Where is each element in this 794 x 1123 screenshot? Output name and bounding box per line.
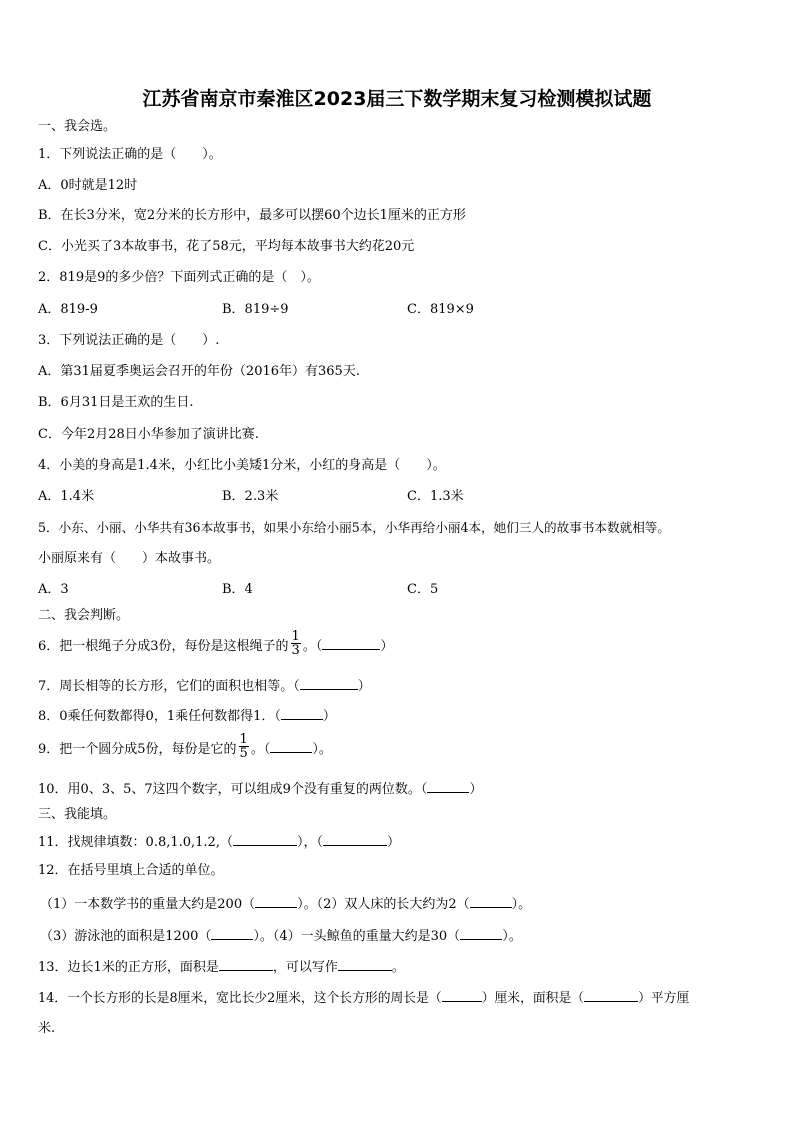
- answer-blank[interactable]: [584, 988, 638, 1002]
- answer-blank[interactable]: [338, 957, 392, 971]
- answer-blank[interactable]: [211, 926, 253, 940]
- q6-close-paren: ）: [380, 639, 394, 654]
- q5-option-b: B．4: [222, 582, 253, 597]
- fraction-numerator: 1: [239, 732, 248, 747]
- q12-stem: 12．在括号里填上合适的单位。: [38, 863, 224, 878]
- q12-part4-text: ）。（4）一头鲸鱼的重量大约是30（: [253, 929, 461, 944]
- q13-text: 13．边长1米的正方形，面积是: [38, 960, 219, 975]
- q8: [38, 706, 336, 726]
- q6-text: 6．把一根绳子分成3份，每份是这根绳子的: [38, 639, 289, 654]
- q11-close-paren: ）: [386, 835, 400, 850]
- q4-option-a: A．1.4米: [38, 489, 95, 504]
- q5-option-c: C．5: [407, 582, 439, 597]
- q3-option-a: A．第31届夏季奥运会召开的年份（2016年）有365天.: [38, 364, 360, 379]
- fraction-one-third: [291, 630, 301, 657]
- q12-part1-text: （1）一本数学书的重量大约是200（: [40, 897, 256, 912]
- answer-blank[interactable]: [219, 957, 273, 971]
- q12-line2-end: ）。: [502, 929, 522, 944]
- q3-option-c: C．今年2月28日小华参加了演讲比赛.: [38, 427, 259, 442]
- q14-end-text: ）平方厘: [638, 991, 690, 1006]
- q2-option-c: C．819×9: [407, 302, 474, 317]
- answer-blank[interactable]: [323, 832, 387, 846]
- q11-separator: ），（: [296, 835, 323, 850]
- q11-text: 11．找规律填数：0.8,1.0,1.2,（: [38, 835, 233, 850]
- q2-option-b: B．819÷9: [222, 302, 289, 317]
- q6: [38, 629, 394, 662]
- q5-option-a: A．3: [38, 582, 69, 597]
- q9-text: 9．把一个圆分成5份，每份是它的: [38, 742, 237, 757]
- answer-blank[interactable]: [233, 832, 297, 846]
- answer-blank[interactable]: [442, 988, 482, 1002]
- fraction-one-fifth: [239, 733, 249, 760]
- q9-open-paren: 。（: [250, 742, 271, 757]
- fraction-denominator: 5: [239, 746, 248, 761]
- q7-text: 7．周长相等的长方形，它们的面积也相等。（: [38, 679, 300, 694]
- answer-blank[interactable]: [322, 636, 380, 650]
- q2-stem: 2．819是9的多少倍？下面列式正确的是（ ）。: [38, 270, 320, 285]
- q9: [38, 732, 332, 765]
- q14-mid-text: ）厘米，面积是（: [481, 991, 585, 1006]
- section-heading-judge: 二、我会判断。: [38, 608, 130, 623]
- q14-text: 14．一个长方形的长是8厘米，宽比长少2厘米，这个长方形的周长是（: [38, 991, 442, 1006]
- answer-blank[interactable]: [270, 739, 312, 753]
- section-heading-fill: 三、我能填。: [38, 807, 117, 822]
- answer-blank[interactable]: [255, 894, 297, 908]
- q1-option-b: B．在长3分米，宽2分米的长方形中，最多可以摆60个边长1厘米的正方形: [38, 208, 466, 223]
- q10-text: 10．用0、3、5、7这四个数字，可以组成9个没有重复的两位数。（: [38, 782, 428, 797]
- q14-line2: 米.: [38, 1021, 56, 1036]
- q8-text: 8．0乘任何数都得0，1乘任何数都得1．（: [38, 709, 281, 724]
- q12-part3-text: （3）游泳池的面积是1200（: [40, 929, 212, 944]
- q2-option-a: A．819-9: [38, 302, 98, 317]
- page-title: 江苏省南京市秦淮区2023届三下数学期末复习检测模拟试题: [142, 88, 652, 110]
- q1-stem: 1．下列说法正确的是（ ）。: [38, 147, 222, 162]
- fraction-denominator: 3: [291, 643, 300, 658]
- q9-close-paren: ）。: [312, 742, 332, 757]
- answer-blank[interactable]: [427, 779, 469, 793]
- q1-option-a: A．0时就是12时: [38, 178, 138, 193]
- q14-line1: [38, 988, 689, 1008]
- q4-option-c: C．1.3米: [407, 489, 464, 504]
- q12-line1: [40, 894, 531, 914]
- q12-line1-end: ）。: [511, 897, 532, 912]
- q3-option-b: B．6月31日是王欢的生日.: [38, 395, 194, 410]
- q12-line2: [40, 926, 522, 946]
- q13-end: 。: [391, 960, 405, 975]
- q5-stem-line2: 小丽原来有（ ）本故事书。: [38, 551, 221, 566]
- q4-stem: 4．小美的身高是1.4米，小红比小美矮1分米，小红的身高是（ ）。: [38, 458, 446, 473]
- q7-close-paren: ）: [357, 679, 371, 694]
- q13-mid-text: ，可以写作: [272, 960, 338, 975]
- q7: [38, 676, 371, 696]
- q12-part2-text: ）。（2）双人床的长大约为2（: [297, 897, 470, 912]
- answer-blank[interactable]: [460, 926, 502, 940]
- q6-open-paren: 。（: [302, 639, 323, 654]
- q4-option-b: B．2.3米: [222, 489, 279, 504]
- q5-stem-line1: 5．小东、小丽、小华共有36本故事书，如果小东给小丽5本，小华再给小丽4本，她们三人的故事书本数就相等。: [38, 520, 670, 535]
- q8-close-paren: ）: [322, 709, 336, 724]
- q1-option-c: C．小光买了3本故事书，花了58元，平均每本故事书大约花20元: [38, 239, 415, 254]
- fraction-numerator: 1: [291, 629, 300, 644]
- q10-close-paren: ）: [469, 782, 483, 797]
- section-heading-choose: 一、我会选。: [38, 119, 117, 134]
- answer-blank[interactable]: [470, 894, 512, 908]
- q3-stem: 3．下列说法正确的是（ ）.: [38, 333, 220, 348]
- q10: [38, 779, 482, 799]
- answer-blank[interactable]: [300, 676, 358, 690]
- answer-blank[interactable]: [281, 706, 323, 720]
- q13: [38, 957, 405, 977]
- q11: [38, 832, 400, 852]
